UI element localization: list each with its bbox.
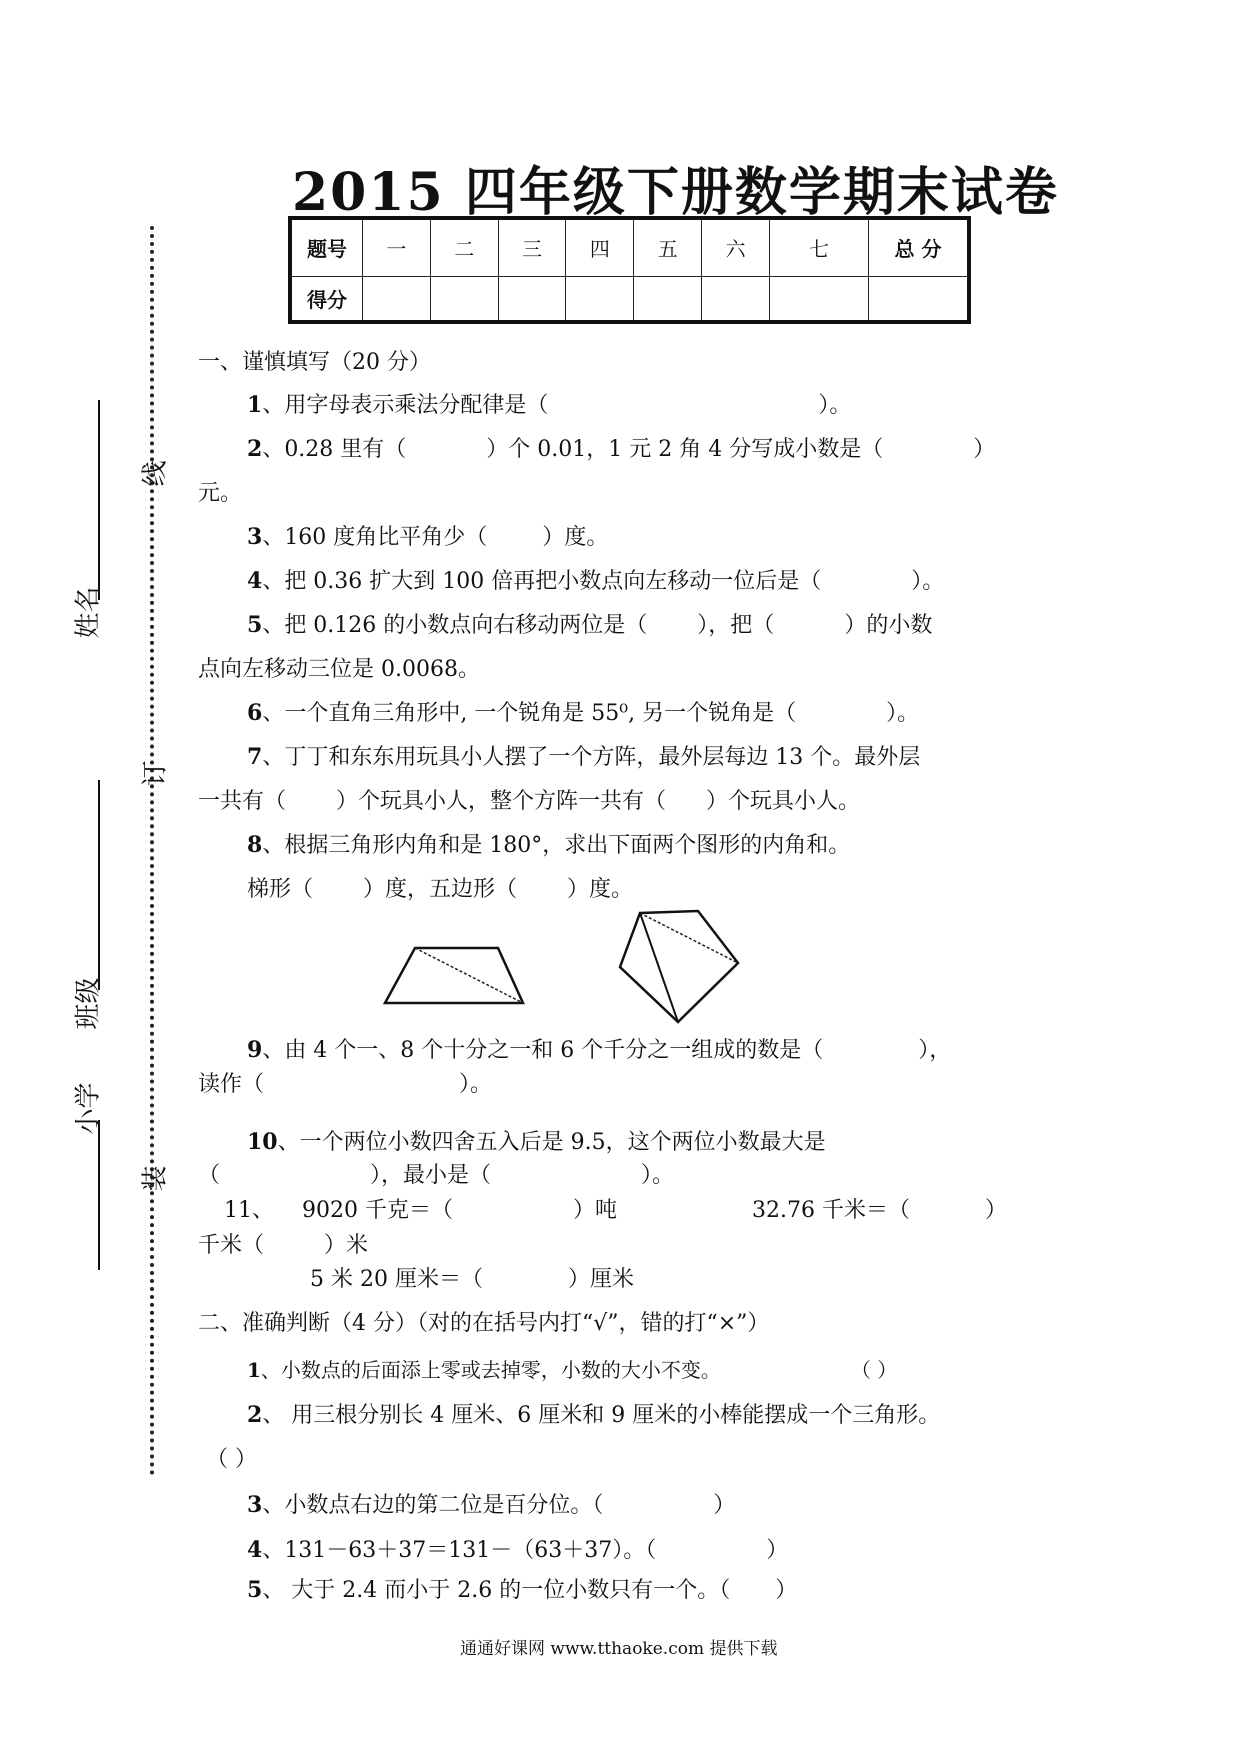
judge-question-3: 3、小数点右边的第二位是百分位。（ ） xyxy=(247,1492,736,1518)
trapezoid-figure xyxy=(380,940,530,1010)
question-number: 5 xyxy=(247,612,263,638)
question-number: 6 xyxy=(247,700,263,726)
question-number: 5 xyxy=(247,1577,263,1603)
score-table-header-question: 题号 xyxy=(290,218,363,276)
question-1-10: 10、一个两位小数四舍五入后是 9.5，这个两位小数最大是 xyxy=(247,1129,826,1155)
margin-school-label: 小学 xyxy=(73,1082,104,1135)
score-table xyxy=(288,216,971,324)
question-1-4: 4、把 0.36 扩大到 100 倍再把小数点向左移动一位后是（ ）。 xyxy=(247,568,945,594)
question-number: 3 xyxy=(247,1492,263,1518)
judge-question-1: 1、小数点的后面添上零或去掉零，小数的大小不变。 （ ） xyxy=(247,1358,898,1382)
question-number: 2 xyxy=(247,1402,263,1428)
question-number: 4 xyxy=(247,1537,263,1563)
question-number: 1 xyxy=(247,392,263,418)
question-number: 10 xyxy=(247,1129,278,1155)
score-table-header-score: 得分 xyxy=(290,276,363,322)
margin-line-char: 线 xyxy=(140,460,171,487)
question-number: 3 xyxy=(247,524,263,550)
margin-name-label: 姓名 xyxy=(73,586,104,639)
score-col-7: 七 xyxy=(770,218,869,276)
question-1-9-cont: 读作（ ）。 xyxy=(198,1072,493,1097)
question-number: 1 xyxy=(247,1358,261,1382)
question-number: 8 xyxy=(247,832,263,858)
question-1-8-line2: 梯形（ ）度，五边形（ ）度。 xyxy=(247,877,634,902)
question-number: 11、 xyxy=(224,1198,274,1223)
question-number: 2 xyxy=(247,436,263,462)
question-1-6: 6、一个直角三角形中, 一个锐角是 55⁰, 另一个锐角是（ ）。 xyxy=(247,700,920,726)
margin-school-line xyxy=(98,1120,100,1270)
question-1-7: 7、丁丁和东东用玩具小人摆了一个方阵，最外层每边 13 个。最外层 xyxy=(247,744,921,770)
score-col-3: 三 xyxy=(498,218,566,276)
judge-question-2: 2、 用三根分别长 4 厘米、6 厘米和 9 厘米的小棒能摆成一个三角形。 xyxy=(247,1402,941,1428)
pentagon-figure xyxy=(610,905,750,1030)
margin-name-line xyxy=(98,400,100,600)
score-cell[interactable] xyxy=(430,276,498,322)
judge-question-5: 5、 大于 2.4 而小于 2.6 的一位小数只有一个。（ ） xyxy=(247,1577,798,1603)
question-1-2: 2、0.28 里有（ ）个 0.01，1 元 2 角 4 分写成小数是（ ） xyxy=(247,436,996,462)
score-col-6: 六 xyxy=(702,218,770,276)
footer-source: 通通好课网 www.tthaoke.com 提供下载 xyxy=(460,1639,778,1659)
question-1-11-line3: 5 米 20 厘米＝（ ）厘米 xyxy=(310,1267,634,1292)
question-number: 7 xyxy=(247,744,263,770)
question-1-2-cont: 元。 xyxy=(198,481,243,506)
score-col-4: 四 xyxy=(566,218,634,276)
binding-dotted-line xyxy=(150,226,154,1476)
section2-heading: 二、准确判断（4 分）（对的在括号内打“√”，错的打“×”） xyxy=(198,1311,770,1336)
question-1-11: 11、 9020 千克＝（ ）吨 32.76 千米＝（ ） xyxy=(224,1198,1007,1223)
section1-heading: 一、谨慎填写（20 分） xyxy=(198,350,431,375)
margin-class-line xyxy=(98,780,100,990)
score-col-1: 一 xyxy=(363,218,431,276)
question-number: 4 xyxy=(247,568,263,594)
margin-ding-char: 订 xyxy=(140,760,171,787)
score-cell[interactable] xyxy=(634,276,702,322)
question-1-10-cont: （ ），最小是（ ）。 xyxy=(198,1163,675,1188)
question-1-7-cont: 一共有（ ）个玩具小人，整个方阵一共有（ ）个玩具小人。 xyxy=(198,789,861,814)
question-1-9: 9、由 4 个一、8 个十分之一和 6 个千分之一组成的数是（ ）， xyxy=(247,1037,952,1063)
question-1-8: 8、根据三角形内角和是 180°，求出下面两个图形的内角和。 xyxy=(247,832,851,858)
score-cell[interactable] xyxy=(363,276,431,322)
score-cell[interactable] xyxy=(566,276,634,322)
question-1-1: 1、用字母表示乘法分配律是（ ）。 xyxy=(247,392,852,418)
question-1-5-cont: 点向左移动三位是 0.0068。 xyxy=(198,657,480,682)
score-col-total: 总 分 xyxy=(869,218,970,276)
question-1-3: 3、160 度角比平角少（ ）度。 xyxy=(247,524,609,550)
score-cell[interactable] xyxy=(702,276,770,322)
margin-zhuang-char: 装 xyxy=(140,1165,171,1192)
margin-class-label: 班级 xyxy=(73,977,104,1030)
question-number: 9 xyxy=(247,1037,263,1063)
judge-question-4: 4、131－63＋37＝131－（63＋37）。（ ） xyxy=(247,1537,789,1563)
judge-question-2-cont: （ ） xyxy=(206,1447,257,1472)
question-1-5: 5、把 0.126 的小数点向右移动两位是（ ），把（ ）的小数 xyxy=(247,612,933,638)
page-title: 2015 四年级下册数学期末试卷 xyxy=(292,162,1059,223)
score-col-5: 五 xyxy=(634,218,702,276)
score-cell[interactable] xyxy=(498,276,566,322)
score-cell[interactable] xyxy=(770,276,869,322)
score-cell[interactable] xyxy=(869,276,970,322)
score-col-2: 二 xyxy=(430,218,498,276)
question-1-11-cont: 千米（ ）米 xyxy=(198,1233,369,1258)
